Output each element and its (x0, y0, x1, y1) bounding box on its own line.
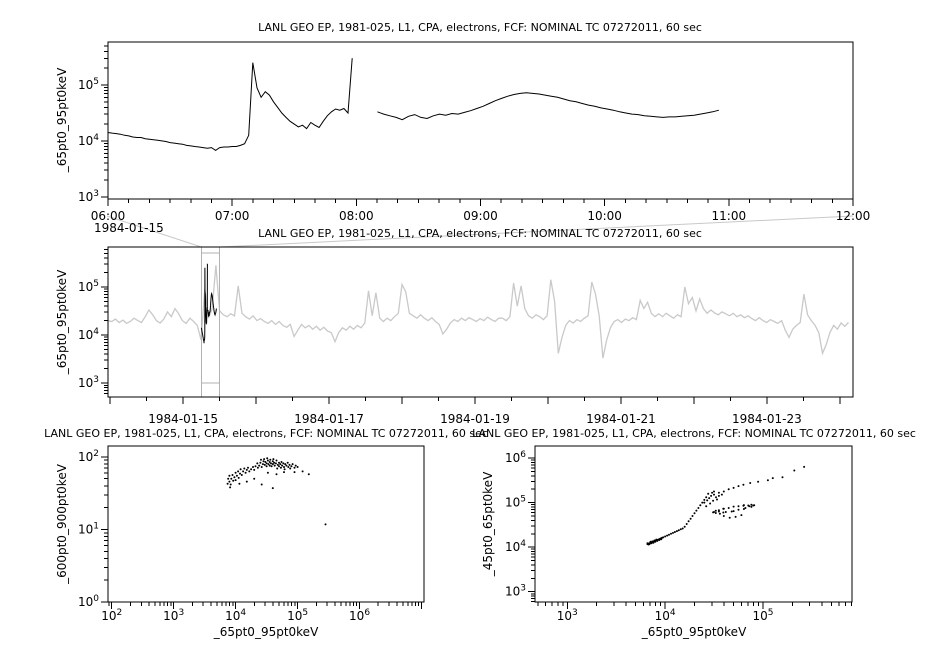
x-tick-label: 06:00 (90, 209, 126, 223)
x-tick-label: 09:00 (463, 209, 498, 223)
x-tick-label: 1984-01-17 (294, 412, 364, 426)
x-tick-label: 1984-01-19 (440, 412, 510, 426)
chart-title-scatter-45-65: LANL GEO EP, 1981-025, L1, CPA, electrons, FCF: NOMINAL TC 07272011, 60 sec (472, 427, 916, 440)
y-tick-label: $10^4$ (77, 326, 99, 342)
x-tick-label: $10^2$ (101, 608, 123, 623)
chart-title-context-timeseries: LANL GEO EP, 1981-025, L1, CPA, electrons, FCF: NOMINAL TC 07272011, 60 sec (258, 227, 702, 240)
y-tick-label: $10^5$ (504, 494, 526, 510)
x-axis-date-label: 1984-01-15 (94, 221, 164, 235)
y-axis-label-context-timeseries: _65pt0_95pt0keV (55, 269, 69, 375)
x-tick-label: $10^3$ (163, 608, 185, 623)
plot-area-scatter-600-900[interactable] (108, 446, 424, 602)
y-tick-label: $10^1$ (77, 521, 99, 537)
x-tick-label: 08:00 (339, 209, 374, 223)
y-axis-label-zoom-timeseries: _65pt0_95pt0keV (55, 67, 69, 173)
y-axis-label-scatter-600-900: _600pt0_900pt0keV (55, 464, 69, 584)
x-axis-label-scatter-600-900: _65pt0_95pt0keV (213, 625, 319, 639)
chart-title-zoom-timeseries: LANL GEO EP, 1981-025, L1, CPA, electrons, FCF: NOMINAL TC 07272011, 60 sec (258, 21, 702, 34)
y-tick-label: $10^6$ (504, 450, 526, 466)
y-tick-label: $10^3$ (504, 583, 526, 599)
chart-title-scatter-600-900: LANL GEO EP, 1981-025, L1, CPA, electrons, FCF: NOMINAL TC 07272011, 60 sec (44, 427, 488, 440)
x-tick-label: 1984-01-23 (732, 412, 802, 426)
plot-area-context-timeseries[interactable] (108, 247, 853, 397)
y-tick-label: $10^5$ (77, 77, 99, 93)
y-tick-label: $10^2$ (77, 448, 99, 464)
x-tick-label: $10^3$ (556, 608, 578, 623)
y-tick-label: $10^3$ (77, 375, 99, 391)
plot-area-zoom-timeseries[interactable] (108, 42, 853, 199)
x-tick-label: 07:00 (214, 209, 250, 223)
y-axis-label-scatter-45-65: _45pt0_65pt0keV (481, 471, 495, 577)
y-tick-label: $10^4$ (504, 539, 526, 555)
y-tick-label: $10^3$ (77, 188, 99, 204)
x-tick-label: $10^4$ (225, 608, 247, 623)
x-tick-label: $10^4$ (654, 608, 676, 623)
x-tick-label: 1984-01-15 (148, 412, 219, 426)
x-tick-label: 12:00 (835, 209, 871, 223)
x-tick-label: 11:00 (711, 209, 747, 223)
x-tick-label: 1984-01-21 (586, 412, 656, 426)
y-tick-label: $10^5$ (77, 278, 99, 294)
y-tick-label: $10^4$ (77, 132, 99, 148)
plot-area-scatter-45-65[interactable] (535, 446, 852, 602)
x-tick-label: $10^5$ (752, 608, 774, 623)
x-tick-label: 10:00 (587, 209, 622, 223)
x-axis-label-scatter-45-65: _65pt0_95pt0keV (641, 625, 747, 639)
x-tick-label: $10^6$ (349, 608, 371, 623)
x-tick-label: $10^5$ (287, 608, 309, 623)
y-tick-label: $10^0$ (77, 594, 99, 609)
